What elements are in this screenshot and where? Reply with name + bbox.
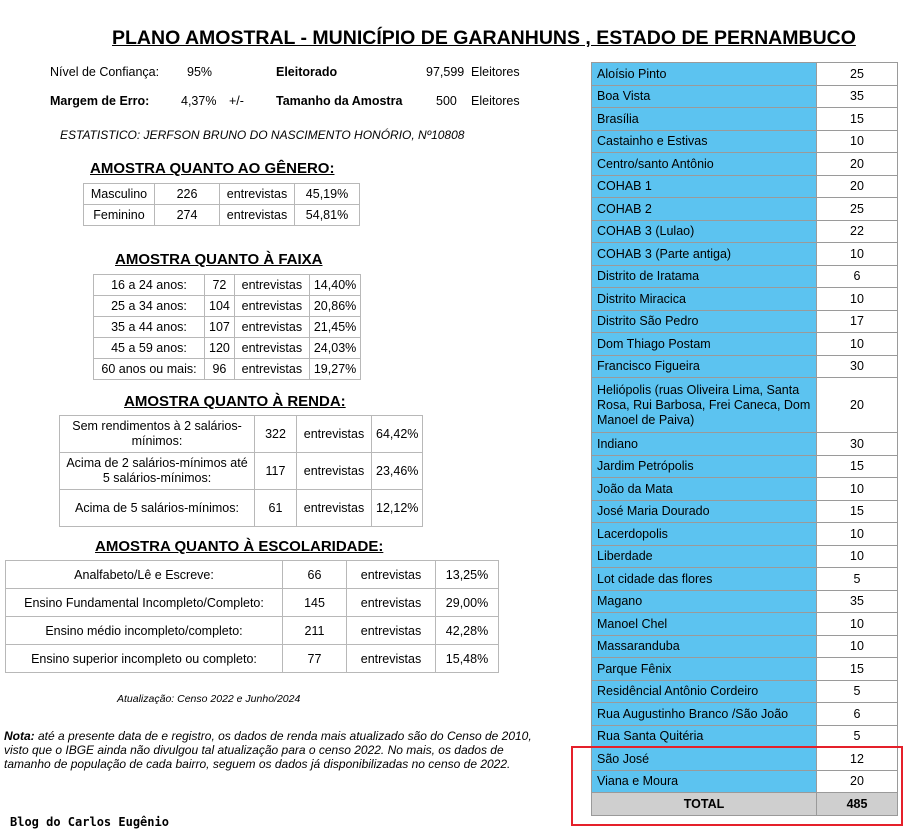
row-pct: 19,27% (309, 359, 360, 380)
neighborhood-name: Lacerdopolis (592, 523, 817, 546)
table-row (592, 108, 898, 131)
neighborhood-name: Residêncial Antônio Cordeiro (592, 680, 817, 703)
update-note: Atualização: Censo 2022 e Junho/2024 (117, 693, 301, 705)
neighborhood-value: 15 (817, 658, 898, 681)
row-count: 145 (283, 589, 347, 617)
neighborhood-name: Aloísio Pinto (592, 63, 817, 86)
neighborhood-value: 30 (817, 355, 898, 378)
neighborhood-value: 10 (817, 523, 898, 546)
neighborhood-name: José Maria Dourado (592, 500, 817, 523)
age-section-title: AMOSTRA QUANTO À FAIXA (115, 251, 323, 268)
table-row (592, 545, 898, 568)
table-row (592, 568, 898, 591)
table-row (94, 317, 361, 338)
sample-unit: Eleitores (471, 94, 520, 108)
row-label: Masculino (84, 184, 155, 205)
row-count: 226 (155, 184, 220, 205)
neighborhood-table (591, 62, 898, 816)
table-row (592, 333, 898, 356)
neighborhood-value: 20 (817, 378, 898, 433)
electorate-value: 97,599 (426, 65, 465, 79)
table-row (592, 265, 898, 288)
margin-value: 4,37% (181, 94, 217, 108)
neighborhood-name: Distrito São Pedro (592, 310, 817, 333)
table-row (94, 359, 361, 380)
row-pct: 54,81% (295, 205, 360, 226)
neighborhood-name: Castainho e Estivas (592, 130, 817, 153)
neighborhood-value: 15 (817, 455, 898, 478)
row-label: Acima de 5 salários-mínimos: (60, 490, 255, 527)
sample-label: Tamanho da Amostra (276, 94, 403, 108)
row-label: 16 a 24 anos: (94, 275, 205, 296)
gender-section-title: AMOSTRA QUANTO AO GÊNERO: (90, 160, 335, 177)
row-word: entrevistas (220, 184, 295, 205)
row-label: 60 anos ou mais: (94, 359, 205, 380)
row-word: entrevistas (234, 338, 309, 359)
row-label: 35 a 44 anos: (94, 317, 205, 338)
row-count: 211 (283, 617, 347, 645)
confidence-label: Nível de Confiança: (50, 65, 160, 79)
table-row (592, 590, 898, 613)
table-row (592, 703, 898, 726)
neighborhood-value: 10 (817, 478, 898, 501)
table-row (592, 63, 898, 86)
table-row (592, 725, 898, 748)
row-pct: 12,12% (372, 490, 423, 527)
income-table (59, 415, 423, 527)
table-row (592, 175, 898, 198)
row-word: entrevistas (347, 589, 436, 617)
neighborhood-name: Magano (592, 590, 817, 613)
neighborhood-value: 12 (817, 748, 898, 771)
education-table (5, 560, 499, 673)
neighborhood-value: 10 (817, 545, 898, 568)
neighborhood-value: 30 (817, 433, 898, 456)
neighborhood-name: Heliópolis (ruas Oliveira Lima, Santa Rosa, Rui Barbosa, Frei Caneca, Dom Manoel de Paiva) (592, 378, 817, 433)
table-row (592, 310, 898, 333)
row-label: Ensino médio incompleto/completo: (6, 617, 283, 645)
row-count: 96 (205, 359, 235, 380)
neighborhood-value: 10 (817, 333, 898, 356)
table-row (6, 561, 499, 589)
margin-label: Margem de Erro: (50, 94, 150, 108)
row-pct: 14,40% (309, 275, 360, 296)
blog-credit: Blog do Carlos Eugênio (10, 815, 169, 829)
row-count: 72 (205, 275, 235, 296)
table-row (94, 296, 361, 317)
row-count: 61 (255, 490, 297, 527)
neighborhood-name: COHAB 1 (592, 175, 817, 198)
row-word: entrevistas (347, 617, 436, 645)
table-row (592, 500, 898, 523)
page-title: PLANO AMOSTRAL - MUNICÍPIO DE GARANHUNS , ESTADO DE PERNAMBUCO (112, 27, 856, 49)
row-word: entrevistas (234, 296, 309, 317)
table-row (94, 275, 361, 296)
confidence-value: 95% (187, 65, 213, 79)
neighborhood-value: 17 (817, 310, 898, 333)
table-row (592, 288, 898, 311)
total-label: TOTAL (592, 793, 817, 816)
age-table (93, 274, 361, 380)
education-section-title: AMOSTRA QUANTO À ESCOLARIDADE: (95, 538, 384, 555)
neighborhood-value: 20 (817, 153, 898, 176)
row-label: Ensino superior incompleto ou completo: (6, 645, 283, 673)
neighborhood-value: 10 (817, 288, 898, 311)
neighborhood-name: Liberdade (592, 545, 817, 568)
neighborhood-name: Indiano (592, 433, 817, 456)
neighborhood-name: Boa Vista (592, 85, 817, 108)
neighborhood-name: Parque Fênix (592, 658, 817, 681)
table-row (592, 635, 898, 658)
neighborhood-value: 35 (817, 590, 898, 613)
statistician-line: ESTATISTICO: JERFSON BRUNO DO NASCIMENTO HONÓRIO, Nº10808 (60, 128, 465, 142)
table-row (592, 355, 898, 378)
neighborhood-name: Distrito Miracica (592, 288, 817, 311)
table-row (592, 433, 898, 456)
row-word: entrevistas (347, 561, 436, 589)
table-row (84, 184, 360, 205)
row-count: 322 (255, 416, 297, 453)
row-count: 104 (205, 296, 235, 317)
neighborhood-value: 6 (817, 703, 898, 726)
neighborhood-value: 25 (817, 63, 898, 86)
row-word: entrevistas (234, 359, 309, 380)
total-value: 485 (817, 793, 898, 816)
neighborhood-value: 22 (817, 220, 898, 243)
neighborhood-name: Viana e Moura (592, 770, 817, 793)
sample-value: 500 (436, 94, 457, 108)
margin-sign: +/- (229, 94, 244, 108)
row-word: entrevistas (234, 317, 309, 338)
neighborhood-name: João da Mata (592, 478, 817, 501)
highlight-box (571, 746, 903, 826)
row-word: entrevistas (234, 275, 309, 296)
neighborhood-value: 5 (817, 680, 898, 703)
table-row (592, 130, 898, 153)
neighborhood-name: Massaranduba (592, 635, 817, 658)
table-row (60, 416, 423, 453)
row-label: Analfabeto/Lê e Escreve: (6, 561, 283, 589)
table-row (592, 523, 898, 546)
table-row (84, 205, 360, 226)
row-pct: 23,46% (372, 453, 423, 490)
neighborhood-value: 25 (817, 198, 898, 221)
table-row (592, 613, 898, 636)
neighborhood-name: Manoel Chel (592, 613, 817, 636)
neighborhood-name: Distrito de Iratama (592, 265, 817, 288)
neighborhood-name: COHAB 2 (592, 198, 817, 221)
table-row (592, 220, 898, 243)
neighborhood-name: Francisco Figueira (592, 355, 817, 378)
neighborhood-name: COHAB 3 (Lulao) (592, 220, 817, 243)
footnote-label: Nota: (4, 729, 35, 743)
row-count: 117 (255, 453, 297, 490)
row-word: entrevistas (220, 205, 295, 226)
table-row (592, 378, 898, 433)
neighborhood-value: 15 (817, 500, 898, 523)
row-pct: 13,25% (436, 561, 499, 589)
neighborhood-value: 10 (817, 130, 898, 153)
table-row (6, 589, 499, 617)
neighborhood-name: São José (592, 748, 817, 771)
electorate-unit: Eleitores (471, 65, 520, 79)
footnote (4, 729, 549, 771)
row-count: 274 (155, 205, 220, 226)
neighborhood-name: Jardim Petrópolis (592, 455, 817, 478)
row-word: entrevistas (297, 490, 372, 527)
row-count: 66 (283, 561, 347, 589)
electorate-label: Eleitorado (276, 65, 338, 79)
table-row (6, 617, 499, 645)
table-row (592, 455, 898, 478)
table-row (592, 153, 898, 176)
table-row (592, 198, 898, 221)
neighborhood-name: Lot cidade das flores (592, 568, 817, 591)
row-count: 77 (283, 645, 347, 673)
neighborhood-value: 5 (817, 568, 898, 591)
table-row (592, 658, 898, 681)
neighborhood-name: Rua Santa Quitéria (592, 725, 817, 748)
row-pct: 21,45% (309, 317, 360, 338)
table-row (94, 338, 361, 359)
neighborhood-value: 10 (817, 635, 898, 658)
neighborhood-value: 35 (817, 85, 898, 108)
row-pct: 15,48% (436, 645, 499, 673)
neighborhood-value: 10 (817, 243, 898, 266)
row-label: Ensino Fundamental Incompleto/Completo: (6, 589, 283, 617)
neighborhood-value: 20 (817, 770, 898, 793)
table-row (592, 478, 898, 501)
row-label: Sem rendimentos à 2 salários-mínimos: (60, 416, 255, 453)
row-word: entrevistas (347, 645, 436, 673)
footnote-text: até a presente data de e registro, os dados de renda mais atualizado são do Censo de 2010, visto que o IBGE ainda não divulgou tal atualização para o censo 2022. No mais, os dados de tamanho de população de cada bairro, seguem os dados já disponibilizadas no censo de 2022. (4, 729, 532, 771)
table-row (6, 645, 499, 673)
table-row (592, 243, 898, 266)
neighborhood-value: 6 (817, 265, 898, 288)
neighborhood-value: 10 (817, 613, 898, 636)
neighborhood-name: Rua Augustinho Branco /São João (592, 703, 817, 726)
neighborhood-value: 20 (817, 175, 898, 198)
table-row (60, 453, 423, 490)
neighborhood-value: 15 (817, 108, 898, 131)
row-pct: 42,28% (436, 617, 499, 645)
row-pct: 20,86% (309, 296, 360, 317)
neighborhood-name: COHAB 3 (Parte antiga) (592, 243, 817, 266)
row-label: 45 a 59 anos: (94, 338, 205, 359)
table-row (592, 85, 898, 108)
row-word: entrevistas (297, 453, 372, 490)
row-pct: 29,00% (436, 589, 499, 617)
row-count: 107 (205, 317, 235, 338)
neighborhood-name: Centro/santo Antônio (592, 153, 817, 176)
neighborhood-name: Brasília (592, 108, 817, 131)
neighborhood-name: Dom Thiago Postam (592, 333, 817, 356)
row-word: entrevistas (297, 416, 372, 453)
table-row (592, 680, 898, 703)
gender-table (83, 183, 360, 226)
row-label: Acima de 2 salários-mínimos até 5 salários-mínimos: (60, 453, 255, 490)
row-label: 25 a 34 anos: (94, 296, 205, 317)
neighborhood-value: 5 (817, 725, 898, 748)
income-section-title: AMOSTRA QUANTO À RENDA: (124, 393, 346, 410)
row-pct: 24,03% (309, 338, 360, 359)
row-count: 120 (205, 338, 235, 359)
row-label: Feminino (84, 205, 155, 226)
table-row (60, 490, 423, 527)
row-pct: 45,19% (295, 184, 360, 205)
row-pct: 64,42% (372, 416, 423, 453)
